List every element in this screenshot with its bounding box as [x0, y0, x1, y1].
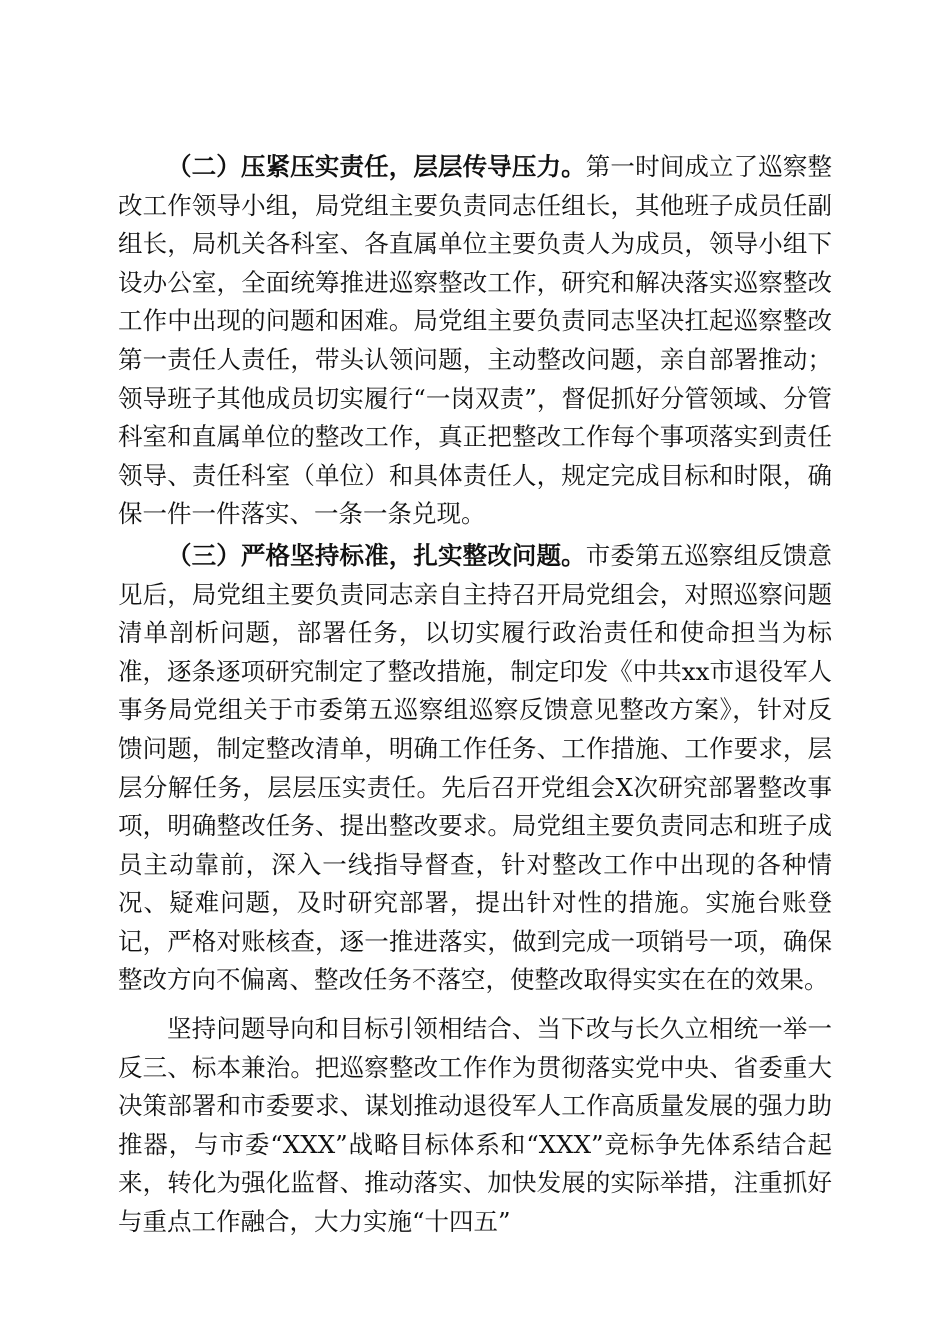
paragraph-text: 市委第五巡察组反馈意见后，局党组主要负责同志亲自主持召开局党组会，对照巡察问题清单剖析问题，部署任务，以切实履行政治责任和使命担当为标准，逐条逐项研究制定了整改措施，制定印发《中共xx市退役军人事务局党组关于市委第五巡察组巡察反馈意见整改方案》，针对反馈问题，制定整改清单，明确工作任务、工作措施、工作要求，层层分解任务，层层压实责任。先后召开党组会X次研究部署整改事项，明确整改任务、提出整改要求。局党组主要负责同志和班子成员主动靠前，深入一线指导督查，针对整改工作中出现的各种情况、疑难问题，及时研究部署，提出针对性的措施。实施台账登记，严格对账核查，逐一推进落实，做到完成一项销号一项，确保整改方向不偏离、整改任务不落空，使整改取得实实在在的效果。 [118, 540, 833, 995]
paragraph-responsibility [118, 148, 832, 534]
paragraph-text: 第一时间成立了巡察整改工作领导小组，局党组主要负责同志任组长，其他班子成员任副组长，局机关各科室、各直属单位主要负责人为成员，领导小组下设办公室，全面统筹推进巡察整改工作，研究和解决落实巡察整改工作中出现的问题和困难。局党组主要负责同志坚决扛起巡察整改第一责任人责任，带头认领问题，主动整改问题，亲自部署推动；领导班子其他成员切实履行“一岗双责”，督促抓好分管领域、分管科室和直属单位的整改工作，真正把整改工作每个事项落实到责任领导、责任科室（单位）和具体责任人，规定完成目标和时限，确保一件一件落实、一条一条兑现。 [118, 152, 833, 529]
paragraph-heading: （二）压紧压实责任，层层传导压力。 [167, 152, 586, 181]
paragraph-standards [118, 537, 832, 1000]
document-body [118, 148, 832, 1242]
paragraph-text: 坚持问题导向和目标引领相结合、当下改与长久立相统一举一反三、标本兼治。把巡察整改工作作为贯彻落实党中央、省委重大决策部署和市委要求、谋划推动退役军人工作高质量发展的强力助推器，与市委“XXX”战略目标体系和“XXX”竞标争先体系结合起来，转化为强化监督、推动落实、加快发展的实际举措，注重抓好与重点工作融合，大力实施“十四五” [118, 1014, 832, 1237]
paragraph-heading: （三）严格坚持标准，扎实整改问题。 [167, 540, 586, 570]
paragraph-problem-oriented [118, 1010, 832, 1242]
